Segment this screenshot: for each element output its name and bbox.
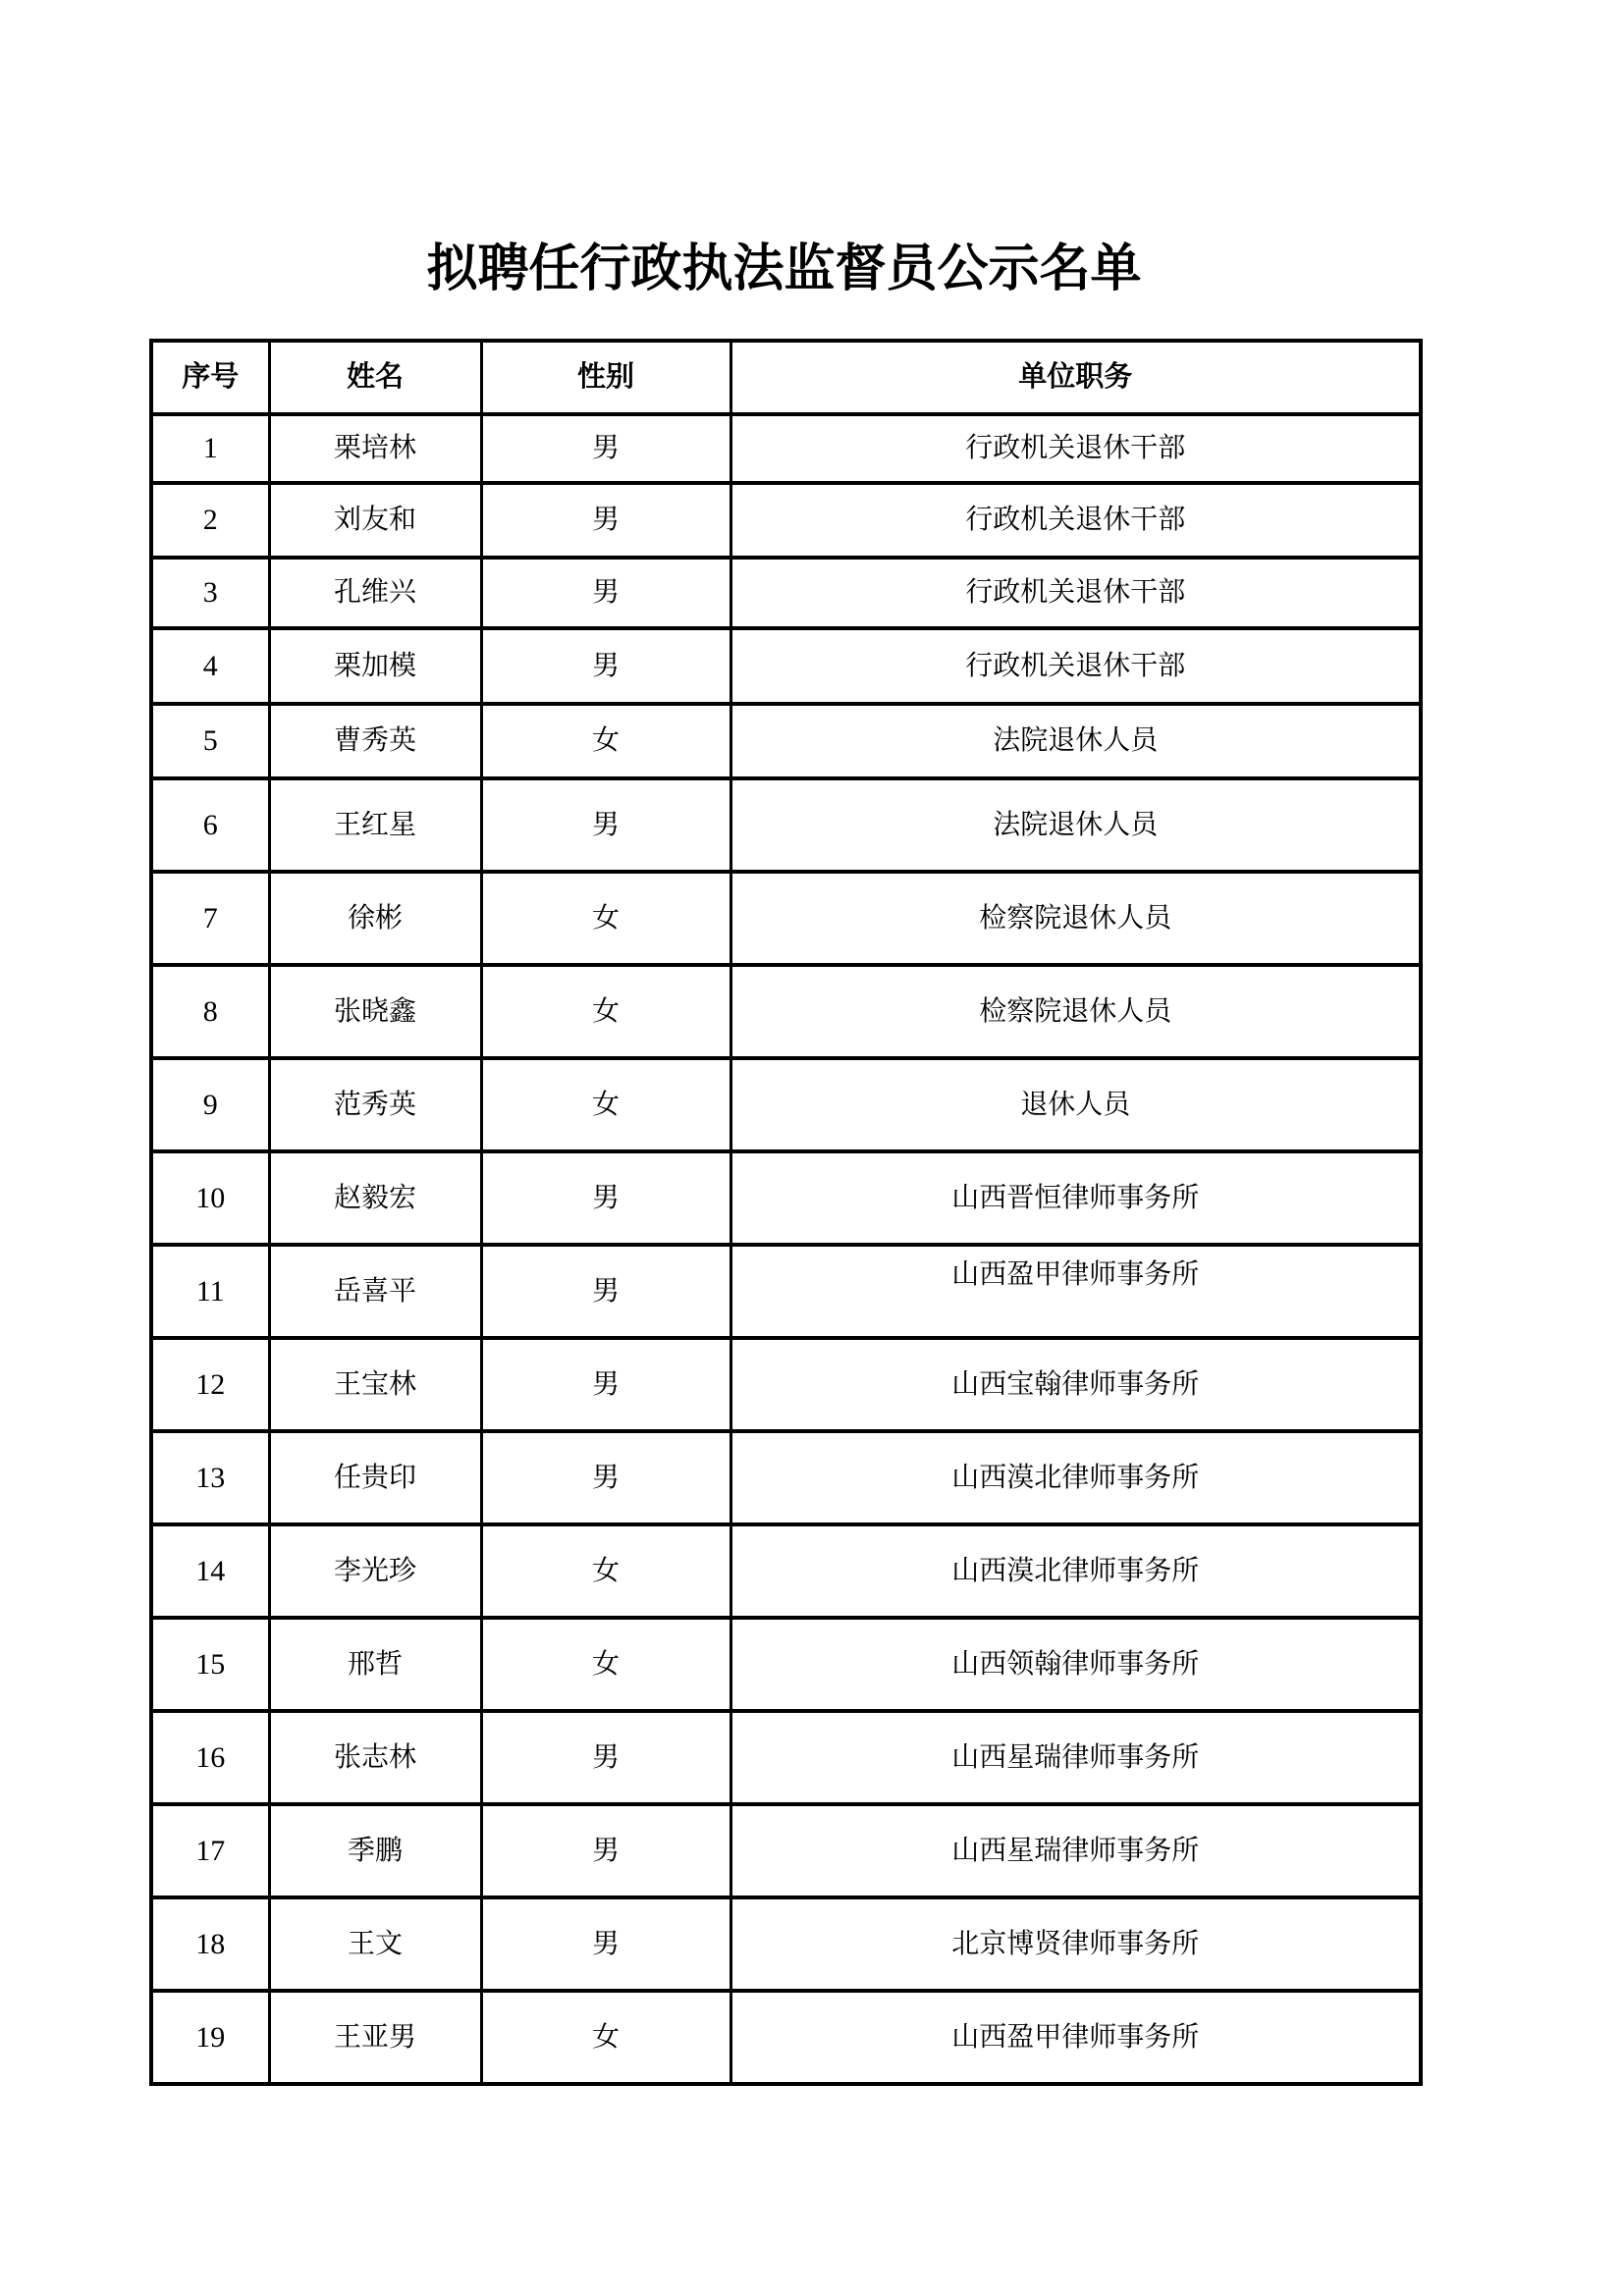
cell-unit xyxy=(730,704,1421,778)
table-row xyxy=(151,1151,1421,1245)
cell-no-text: 13 xyxy=(195,1461,226,1494)
cell-gender-text: 女 xyxy=(591,902,620,934)
cell-gender xyxy=(481,1524,730,1618)
table-row xyxy=(151,1618,1421,1711)
cell-no-text: 14 xyxy=(195,1554,226,1587)
cell-gender-text: 女 xyxy=(591,995,620,1027)
cell-name-text: 王宝林 xyxy=(333,1368,416,1400)
cell-unit xyxy=(730,414,1421,483)
cell-name xyxy=(269,628,481,704)
cell-no xyxy=(151,965,269,1058)
cell-unit-text: 行政机关退休干部 xyxy=(965,433,1186,464)
cell-gender xyxy=(481,704,730,778)
cell-gender xyxy=(481,1245,730,1338)
cell-gender-text: 男 xyxy=(591,433,620,464)
cell-gender xyxy=(481,1991,730,2084)
table-row xyxy=(151,1431,1421,1524)
cell-name-text: 张晓鑫 xyxy=(333,995,416,1027)
table-row xyxy=(151,1804,1421,1897)
cell-gender xyxy=(481,1058,730,1151)
table-row xyxy=(151,1058,1421,1151)
cell-name xyxy=(269,778,481,872)
cell-name-text: 刘友和 xyxy=(333,505,416,536)
column-header-unit: 单位职务 xyxy=(730,341,1421,414)
cell-name-text: 栗培林 xyxy=(333,433,416,464)
cell-unit xyxy=(730,1151,1421,1245)
table-row xyxy=(151,778,1421,872)
cell-name xyxy=(269,1338,481,1431)
cell-unit-text: 山西漠北律师事务所 xyxy=(951,1462,1200,1493)
cell-name-text: 徐彬 xyxy=(347,902,403,934)
cell-name-text: 孔维兴 xyxy=(333,577,416,609)
cell-name xyxy=(269,965,481,1058)
cell-unit xyxy=(730,483,1421,558)
column-header-gender: 性别 xyxy=(481,341,730,414)
table-row xyxy=(151,872,1421,965)
cell-name-text: 李光珍 xyxy=(333,1555,416,1586)
table-row xyxy=(151,704,1421,778)
cell-unit xyxy=(730,778,1421,872)
cell-no-text: 18 xyxy=(195,1927,226,1960)
cell-name xyxy=(269,414,481,483)
cell-unit-text: 行政机关退休干部 xyxy=(965,650,1186,681)
cell-name-text: 季鹏 xyxy=(347,1835,403,1866)
cell-no xyxy=(151,704,269,778)
cell-unit xyxy=(730,1991,1421,2084)
cell-no xyxy=(151,483,269,558)
cell-no xyxy=(151,1431,269,1524)
cell-gender-text: 男 xyxy=(591,1182,620,1213)
cell-gender xyxy=(481,1897,730,1991)
cell-no xyxy=(151,628,269,704)
cell-gender xyxy=(481,872,730,965)
cell-name xyxy=(269,704,481,778)
cell-name-text: 任贵印 xyxy=(333,1462,416,1493)
cell-gender xyxy=(481,1618,730,1711)
header-row xyxy=(151,341,1421,414)
cell-name xyxy=(269,1897,481,1991)
cell-unit xyxy=(730,628,1421,704)
page-title: 拟聘任行政执法监督员公示名单 xyxy=(426,241,1142,297)
table-row xyxy=(151,1711,1421,1804)
cell-name xyxy=(269,872,481,965)
cell-unit xyxy=(730,558,1421,628)
cell-unit-text: 山西星瑞律师事务所 xyxy=(951,1741,1200,1773)
cell-gender xyxy=(481,778,730,872)
cell-gender-text: 男 xyxy=(591,1928,620,1959)
cell-unit-text: 行政机关退休干部 xyxy=(965,577,1186,609)
cell-unit xyxy=(730,872,1421,965)
cell-gender-text: 女 xyxy=(591,2021,620,2053)
cell-no xyxy=(151,1804,269,1897)
table-row xyxy=(151,628,1421,704)
table-row xyxy=(151,414,1421,483)
table-row xyxy=(151,483,1421,558)
cell-no xyxy=(151,1151,269,1245)
cell-name-text: 曹秀英 xyxy=(333,725,416,757)
cell-unit-text: 山西晋恒律师事务所 xyxy=(951,1182,1200,1213)
cell-name xyxy=(269,1245,481,1338)
cell-gender-text: 女 xyxy=(591,1648,620,1680)
cell-name-text: 王文 xyxy=(347,1928,403,1959)
cell-gender xyxy=(481,558,730,628)
cell-name xyxy=(269,1524,481,1618)
cell-no-text: 7 xyxy=(202,901,218,934)
cell-no-text: 10 xyxy=(195,1181,226,1214)
cell-unit xyxy=(730,1897,1421,1991)
cell-name xyxy=(269,1151,481,1245)
table-row xyxy=(151,1524,1421,1618)
cell-name xyxy=(269,1991,481,2084)
cell-no-text: 16 xyxy=(195,1740,226,1774)
table-row xyxy=(151,1897,1421,1991)
cell-unit xyxy=(730,1245,1421,1338)
table-row xyxy=(151,1338,1421,1431)
cell-unit-text: 山西漠北律师事务所 xyxy=(951,1555,1200,1586)
cell-gender-text: 女 xyxy=(591,1089,620,1120)
cell-unit-text: 山西星瑞律师事务所 xyxy=(951,1835,1200,1866)
cell-name xyxy=(269,1618,481,1711)
cell-gender-text: 男 xyxy=(591,1835,620,1866)
cell-name xyxy=(269,1711,481,1804)
cell-no-text: 15 xyxy=(195,1647,226,1681)
cell-name xyxy=(269,1431,481,1524)
cell-name-text: 张志林 xyxy=(333,1741,416,1773)
cell-unit xyxy=(730,965,1421,1058)
cell-name-text: 范秀英 xyxy=(333,1089,416,1120)
cell-no xyxy=(151,872,269,965)
cell-unit xyxy=(730,1431,1421,1524)
cell-no xyxy=(151,558,269,628)
cell-gender-text: 女 xyxy=(591,1555,620,1586)
cell-no xyxy=(151,1338,269,1431)
cell-no-text: 19 xyxy=(195,2020,226,2054)
cell-unit xyxy=(730,1804,1421,1897)
cell-gender xyxy=(481,965,730,1058)
cell-no-text: 12 xyxy=(195,1367,226,1401)
cell-no-text: 5 xyxy=(202,724,218,757)
cell-gender-text: 男 xyxy=(591,809,620,840)
column-header-name: 姓名 xyxy=(269,341,481,414)
cell-name-text: 王亚男 xyxy=(333,2021,416,2053)
cell-no xyxy=(151,1058,269,1151)
cell-unit-text: 行政机关退休干部 xyxy=(965,505,1186,536)
cell-no xyxy=(151,1897,269,1991)
cell-unit-text: 检察院退休人员 xyxy=(979,902,1172,934)
cell-gender-text: 男 xyxy=(591,1368,620,1400)
cell-no-text: 3 xyxy=(202,576,218,609)
cell-name xyxy=(269,1804,481,1897)
cell-no-text: 4 xyxy=(202,649,218,682)
roster-table xyxy=(149,339,1423,2086)
cell-gender xyxy=(481,628,730,704)
cell-gender-text: 男 xyxy=(591,577,620,609)
cell-unit-text: 山西盈甲律师事务所 xyxy=(951,1258,1200,1290)
cell-name-text: 栗加模 xyxy=(333,650,416,681)
cell-gender-text: 男 xyxy=(591,1741,620,1773)
cell-gender xyxy=(481,1804,730,1897)
cell-unit-text: 法院退休人员 xyxy=(993,725,1159,757)
cell-name-text: 邢哲 xyxy=(347,1648,403,1680)
cell-no-text: 6 xyxy=(202,808,218,841)
cell-gender xyxy=(481,1151,730,1245)
cell-unit-text: 山西盈甲律师事务所 xyxy=(951,2021,1200,2053)
cell-unit xyxy=(730,1338,1421,1431)
cell-name xyxy=(269,483,481,558)
cell-unit-text: 山西领翰律师事务所 xyxy=(951,1648,1200,1680)
cell-no xyxy=(151,1524,269,1618)
table-row xyxy=(151,558,1421,628)
cell-gender xyxy=(481,1711,730,1804)
cell-no-text: 17 xyxy=(195,1834,226,1867)
cell-name-text: 赵毅宏 xyxy=(333,1182,416,1213)
cell-name xyxy=(269,1058,481,1151)
cell-no-text: 8 xyxy=(202,994,218,1028)
cell-unit xyxy=(730,1524,1421,1618)
cell-gender-text: 女 xyxy=(591,725,620,757)
cell-unit xyxy=(730,1058,1421,1151)
cell-name-text: 王红星 xyxy=(333,809,416,840)
cell-no-text: 2 xyxy=(202,504,218,536)
cell-no xyxy=(151,414,269,483)
cell-unit-text: 山西宝翰律师事务所 xyxy=(951,1368,1200,1400)
cell-no xyxy=(151,1711,269,1804)
cell-unit-text: 北京博贤律师事务所 xyxy=(951,1928,1200,1959)
cell-no-text: 9 xyxy=(202,1088,218,1121)
cell-no-text: 11 xyxy=(195,1274,225,1308)
cell-no xyxy=(151,1618,269,1711)
cell-unit-text: 退休人员 xyxy=(1020,1089,1131,1120)
cell-gender-text: 男 xyxy=(591,1275,620,1307)
cell-gender xyxy=(481,1431,730,1524)
cell-unit xyxy=(730,1618,1421,1711)
table-body xyxy=(151,414,1421,2084)
table-row xyxy=(151,965,1421,1058)
cell-unit xyxy=(730,1711,1421,1804)
cell-gender-text: 男 xyxy=(591,650,620,681)
table-row xyxy=(151,1245,1421,1338)
column-header-no: 序号 xyxy=(151,341,269,414)
table-header xyxy=(151,341,1421,414)
cell-gender xyxy=(481,483,730,558)
cell-no xyxy=(151,1245,269,1338)
cell-no xyxy=(151,1991,269,2084)
cell-unit-text: 法院退休人员 xyxy=(993,809,1159,840)
cell-unit-text: 检察院退休人员 xyxy=(979,995,1172,1027)
cell-name xyxy=(269,558,481,628)
cell-gender-text: 男 xyxy=(591,505,620,536)
cell-no-text: 1 xyxy=(202,432,218,464)
cell-gender xyxy=(481,414,730,483)
cell-gender-text: 男 xyxy=(591,1462,620,1493)
cell-name-text: 岳喜平 xyxy=(333,1275,416,1307)
table-row xyxy=(151,1991,1421,2084)
cell-no xyxy=(151,778,269,872)
cell-gender xyxy=(481,1338,730,1431)
